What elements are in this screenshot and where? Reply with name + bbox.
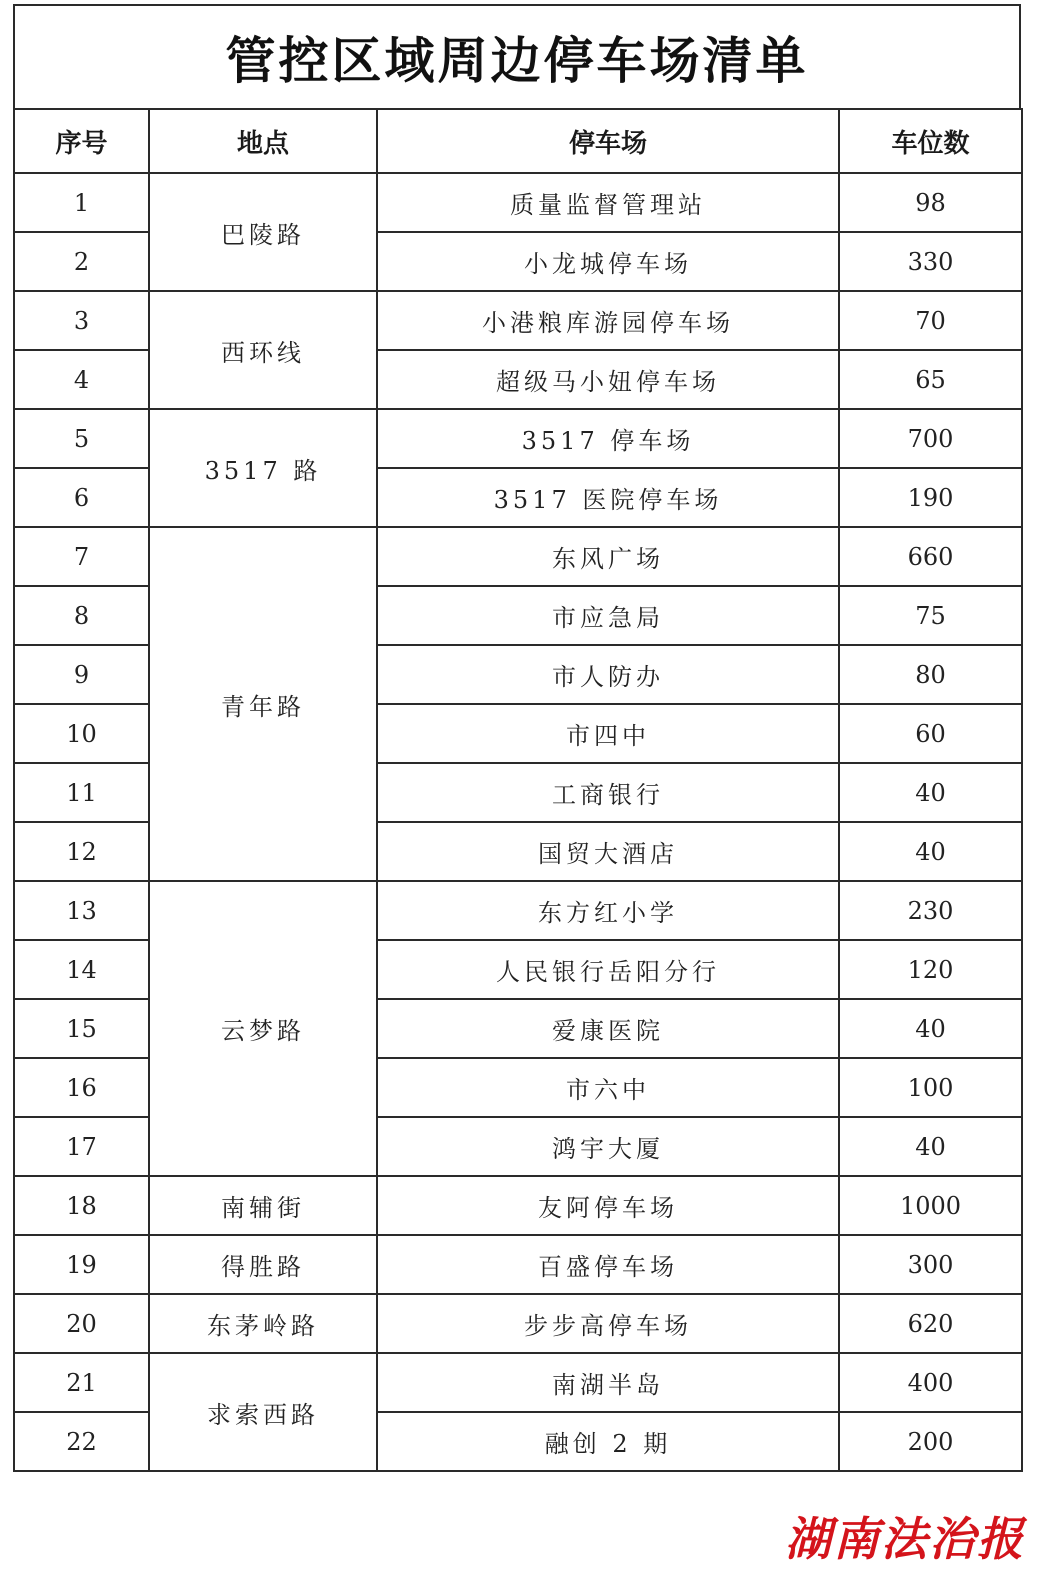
- row-index-cell: 18: [14, 1176, 149, 1235]
- spaces-cell: 1000: [839, 1176, 1022, 1235]
- parking-name-cell: 小龙城停车场: [377, 232, 839, 291]
- spaces-cell: 75: [839, 586, 1022, 645]
- location-cell: 3517 路: [149, 409, 377, 527]
- parking-name-cell: 市人防办: [377, 645, 839, 704]
- parking-name-cell: 人民银行岳阳分行: [377, 940, 839, 999]
- parking-table: [13, 108, 1023, 1472]
- row-index-cell: 14: [14, 940, 149, 999]
- location-cell: 西环线: [149, 291, 377, 409]
- row-index-cell: 7: [14, 527, 149, 586]
- spaces-cell: 230: [839, 881, 1022, 940]
- row-index-cell: 9: [14, 645, 149, 704]
- location-cell: 巴陵路: [149, 173, 377, 291]
- parking-name-cell: 市应急局: [377, 586, 839, 645]
- table-row: [14, 1294, 1022, 1353]
- parking-name-cell: 工商银行: [377, 763, 839, 822]
- spaces-cell: 98: [839, 173, 1022, 232]
- parking-name-cell: 百盛停车场: [377, 1235, 839, 1294]
- spaces-cell: 620: [839, 1294, 1022, 1353]
- header-spaces: 车位数: [839, 109, 1022, 173]
- location-cell: 求索西路: [149, 1353, 377, 1471]
- parking-name-cell: 南湖半岛: [377, 1353, 839, 1412]
- row-index-cell: 19: [14, 1235, 149, 1294]
- table-row: [14, 291, 1022, 350]
- row-index-cell: 20: [14, 1294, 149, 1353]
- spaces-cell: 40: [839, 822, 1022, 881]
- title-box: [13, 4, 1021, 108]
- spaces-cell: 660: [839, 527, 1022, 586]
- spaces-cell: 65: [839, 350, 1022, 409]
- spaces-cell: 120: [839, 940, 1022, 999]
- parking-name-cell: 友阿停车场: [377, 1176, 839, 1235]
- header-index: 序号: [14, 109, 149, 173]
- parking-name-cell: 步步高停车场: [377, 1294, 839, 1353]
- parking-name-cell: 东风广场: [377, 527, 839, 586]
- newspaper-watermark: 湖南法治报: [785, 1512, 1025, 1566]
- parking-name-cell: 市四中: [377, 704, 839, 763]
- spaces-cell: 700: [839, 409, 1022, 468]
- row-index-cell: 6: [14, 468, 149, 527]
- parking-name-cell: 东方红小学: [377, 881, 839, 940]
- row-index-cell: 12: [14, 822, 149, 881]
- row-index-cell: 8: [14, 586, 149, 645]
- parking-name-cell: 3517 医院停车场: [377, 468, 839, 527]
- spaces-cell: 330: [839, 232, 1022, 291]
- spaces-cell: 40: [839, 999, 1022, 1058]
- parking-list-sheet: [13, 4, 1021, 1472]
- parking-name-cell: 小港粮库游园停车场: [377, 291, 839, 350]
- parking-name-cell: 市六中: [377, 1058, 839, 1117]
- parking-name-cell: 3517 停车场: [377, 409, 839, 468]
- table-header-row: [14, 109, 1022, 173]
- spaces-cell: 80: [839, 645, 1022, 704]
- row-index-cell: 2: [14, 232, 149, 291]
- table-row: [14, 1353, 1022, 1412]
- parking-name-cell: 爱康医院: [377, 999, 839, 1058]
- table-row: [14, 409, 1022, 468]
- row-index-cell: 22: [14, 1412, 149, 1471]
- row-index-cell: 11: [14, 763, 149, 822]
- row-index-cell: 1: [14, 173, 149, 232]
- location-cell: 得胜路: [149, 1235, 377, 1294]
- row-index-cell: 17: [14, 1117, 149, 1176]
- spaces-cell: 200: [839, 1412, 1022, 1471]
- table-row: [14, 1235, 1022, 1294]
- location-cell: 东茅岭路: [149, 1294, 377, 1353]
- table-row: [14, 881, 1022, 940]
- spaces-cell: 70: [839, 291, 1022, 350]
- row-index-cell: 21: [14, 1353, 149, 1412]
- row-index-cell: 10: [14, 704, 149, 763]
- location-cell: 青年路: [149, 527, 377, 881]
- row-index-cell: 13: [14, 881, 149, 940]
- parking-name-cell: 鸿宇大厦: [377, 1117, 839, 1176]
- table-body: [14, 173, 1022, 1471]
- parking-name-cell: 国贸大酒店: [377, 822, 839, 881]
- spaces-cell: 60: [839, 704, 1022, 763]
- row-index-cell: 3: [14, 291, 149, 350]
- parking-name-cell: 质量监督管理站: [377, 173, 839, 232]
- location-cell: 南辅街: [149, 1176, 377, 1235]
- row-index-cell: 16: [14, 1058, 149, 1117]
- row-index-cell: 5: [14, 409, 149, 468]
- spaces-cell: 300: [839, 1235, 1022, 1294]
- table-row: [14, 1176, 1022, 1235]
- parking-name-cell: 融创 2 期: [377, 1412, 839, 1471]
- spaces-cell: 190: [839, 468, 1022, 527]
- header-location: 地点: [149, 109, 377, 173]
- spaces-cell: 40: [839, 763, 1022, 822]
- spaces-cell: 40: [839, 1117, 1022, 1176]
- page-title: 管控区域周边停车场清单: [225, 32, 809, 90]
- table-row: [14, 527, 1022, 586]
- row-index-cell: 4: [14, 350, 149, 409]
- header-parking: 停车场: [377, 109, 839, 173]
- location-cell: 云梦路: [149, 881, 377, 1176]
- row-index-cell: 15: [14, 999, 149, 1058]
- spaces-cell: 400: [839, 1353, 1022, 1412]
- spaces-cell: 100: [839, 1058, 1022, 1117]
- table-row: [14, 173, 1022, 232]
- parking-name-cell: 超级马小妞停车场: [377, 350, 839, 409]
